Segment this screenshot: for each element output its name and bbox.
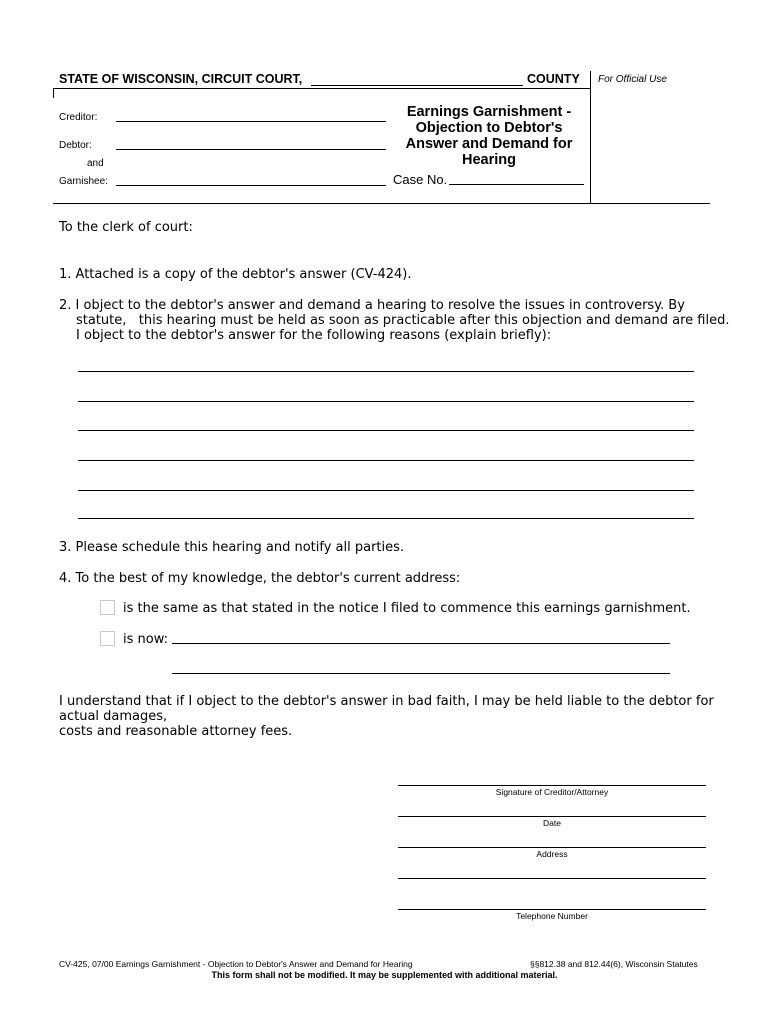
garnishee-field[interactable] [116, 185, 386, 186]
form-title-line-3: Answer and Demand for [405, 136, 573, 152]
reason-line[interactable] [78, 371, 694, 372]
address-new-checkbox[interactable] [100, 631, 115, 646]
header-left-corner [53, 88, 54, 98]
address-new-label: is now: [123, 632, 169, 647]
and-label: and [87, 158, 104, 169]
signature-field[interactable] [398, 785, 706, 786]
salutation: To the clerk of court: [59, 220, 193, 235]
creditor-field[interactable] [116, 121, 386, 122]
item-2-line-2: statute, this hearing must be held as soon as practicable after this objection and demand are filed. [76, 313, 730, 328]
bad-faith-line-3: costs and reasonable attorney fees. [59, 724, 293, 739]
new-address-field[interactable] [172, 643, 670, 644]
header-bottom-rule [53, 203, 710, 204]
item-4-text: 4. To the best of my knowledge, the debtor's current address: [59, 571, 461, 586]
debtor-label: Debtor: [59, 140, 92, 151]
telephone-field[interactable] [398, 909, 706, 910]
garnishee-label: Garnishee: [59, 176, 108, 187]
reason-line[interactable] [78, 401, 694, 402]
modification-notice: This form shall not be modified. It may be supplemented with additional material. [211, 970, 558, 980]
form-title [390, 104, 588, 168]
address-same-label: is the same as that stated in the notice I filed to commence this earnings garnishment. [123, 601, 691, 616]
address-field[interactable] [398, 847, 706, 848]
form-title-line-1: Earnings Garnishment - [406, 104, 572, 120]
date-field[interactable] [398, 816, 706, 817]
address-label: Address [536, 849, 568, 859]
header-top-rule [53, 88, 590, 89]
debtor-field[interactable] [116, 149, 386, 150]
address-same-checkbox[interactable] [100, 600, 115, 615]
reason-line[interactable] [78, 490, 694, 491]
item-3-text: 3. Please schedule this hearing and notify all parties. [59, 540, 405, 555]
court-line-label: STATE OF WISCONSIN, CIRCUIT COURT, [59, 72, 303, 86]
bad-faith-line-2: actual damages, [59, 709, 168, 724]
item-1-text: 1. Attached is a copy of the debtor's answer (CV-424). [59, 267, 412, 282]
form-title-line-4: Hearing [462, 152, 516, 168]
item-2-line-3: I object to the debtor's answer for the following reasons (explain briefly): [76, 328, 552, 343]
form-title-line-2: Objection to Debtor's [415, 120, 563, 136]
case-number-field[interactable] [449, 184, 584, 185]
date-label: Date [543, 818, 561, 828]
reason-line[interactable] [78, 430, 694, 431]
header-vertical-divider [590, 71, 591, 203]
case-number-label: Case No. [393, 172, 448, 187]
official-use-label: For Official Use [598, 74, 667, 85]
address-field-line-2[interactable] [398, 878, 706, 879]
reason-line[interactable] [78, 518, 694, 519]
creditor-label: Creditor: [59, 112, 98, 123]
county-label: COUNTY [527, 72, 580, 86]
bad-faith-line-1: I understand that if I object to the debtor's answer in bad faith, I may be held liable to the debtor for [59, 694, 714, 709]
signature-label: Signature of Creditor/Attorney [495, 787, 609, 797]
reason-line[interactable] [78, 460, 694, 461]
statutes-reference: §§812.38 and 812.44(6), Wisconsin Statutes [530, 959, 698, 969]
item-2-line-1: 2. I object to the debtor's answer and demand a hearing to resolve the issues in controversy. By [59, 298, 685, 313]
new-address-field-line-2[interactable] [172, 673, 670, 674]
form-id: CV-425, 07/00 Earnings Garnishment - Objection to Debtor's Answer and Demand for Hearing [59, 959, 413, 969]
county-name-field[interactable] [311, 85, 523, 86]
telephone-label: Telephone Number [516, 911, 588, 921]
